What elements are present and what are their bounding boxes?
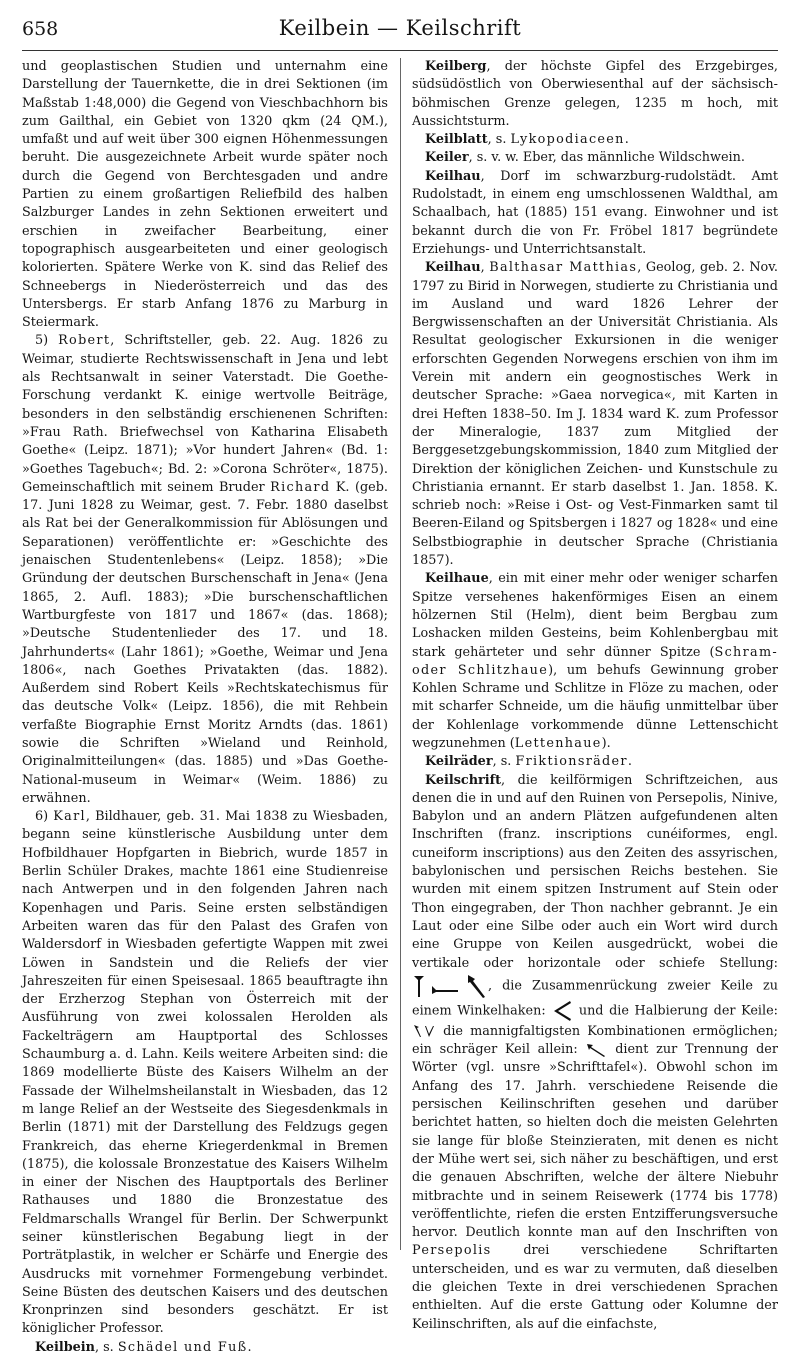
- entry-name: Karl: [53, 809, 86, 825]
- entry-keilblatt: Keilblatt, s. Lykopodiaceen.: [425, 132, 629, 148]
- entry-keilhaue: Keilhaue, ein mit einer mehr oder weniger scharfen Spitze versehenes hakenförmiges Eisen an einem hölzernen Stil (Helm), dient beim Bergbau zum Loshacken milden Gesteins, beim Kohlenbergbau mit stark gehärteter und sehr dünner Spitze (Schram- oder Schlitzhaue), um behufs Gewinnung grober Kohlen Schrame und Schlitze in Flöze zu machen, oder mit scharfer Schneide, um die häufig unmittelbar über der Kohlenlage vorkommende dünne Lettenschicht wegzunehmen (Lettenhaue).: [412, 571, 778, 751]
- paragraph-continued: und geoplastischen Studien und unternahm eine Darstellung der Tauernkette, die in drei Sektionen (im Maßstab 1:48,000) die Gegend von Vieschbachhorn bis zum Gailthal, ein Gebiet von 1320 qkm (24 QM.), umfaßt und auf weit über 300 eignen Höhenmessungen beruht. Die ausgezeichnete Arbeit wurde später noch durch die Gegend von Berchtesgaden und andre Partien zu einem großartigen Reliefbild des halben Salzburger Landes in zehn Sektionen erweitert und erschien in zweifacher Bearbeitung, einer topographisch ausgearbeiteten und einer geologisch kolorierten. Spätere Werke von K. sind das Relief des Schneebergs in Niederösterreich und das des Untersbergs. Er starb Anfang 1876 zu Marburg in Steiermark.: [22, 59, 388, 331]
- headword: Keilhau: [425, 260, 481, 276]
- headword: Keiler: [425, 150, 469, 166]
- right-column: [412, 58, 778, 1334]
- cuneiform-wedges-icon: [412, 973, 488, 999]
- headword: Keilblatt: [425, 132, 488, 148]
- oblique-wedge-icon: [585, 1042, 607, 1058]
- entry-keiler: Keiler, s. v. w. Eber, das männliche Wildschwein.: [425, 150, 745, 166]
- headword: Keilräder: [425, 754, 493, 770]
- headword: Keilberg: [425, 59, 487, 74]
- entry-keilschrift: Keilschrift, die keilförmigen Schriftzeichen, aus denen die in und auf den Ruinen von Persepolis, Ninive, Babylon und an andern Plätzen aufgefundenen alten Inschriften (franz. inscriptions cunéiformes, engl. cuneiform inscriptions) aus den Zeiten des assyrischen, babylonischen und persischen Reichs bestehen. Sie wurden mit einem spitzen Instrument auf Stein oder Thon eingegraben, der Thon nachher gebrannt. Je ein Laut oder eine Silbe oder auch ein Wort wird durch eine Gruppe von Keilen ausgedrückt, wobei die vertikale oder horizontale oder schiefe Stellung: , die Zusammenrückung zweier Keile zu einem Winkelhaken: und die Halbierung der Keile: die mannigfaltigsten Kombinationen ermöglichen; ein schräger Keil allein: dient zur Trennung der Wörter (vgl. unsre »Schrifttafel«). Obwohl schon im Anfang des 17. Jahrh. verschiedene Reisende die persischen Keilinschriften gesehen und darüber berichtet hatten, so hielten doch die meisten Gelehrten sie lange für bloße Steinzieraten, mit denen es nicht der Mühe wert sei, sich näher zu beschäftigen, und erst die genauen Abschriften, welche der ältere Niebuhr mitbrachte und in seinem Reisewerk (1774 bis 1778) veröffentlichte, riefen die ersten Entzifferungsversuche hervor. Deutlich konnte man auf den Inschriften von Persepolis drei verschiedene Schriftarten unterscheiden, und es war zu vermuten, daß dieselben die gleichen Texte in drei verschiedenen Sprachen enthielten. Auf die erste Gattung oder Kolumne der Keilinschriften, als auf die einfachste,: [412, 772, 778, 1332]
- headword: Keilhau: [425, 168, 481, 184]
- entry-keilberg: Keilberg, der höchste Gipfel des Erzgebirges, südsüdöstlich von Oberwiesenthal auf der sächsisch-böhmischen Grenze gelegen, 1235 m hoch, mit Aussichtsturm.: [412, 59, 778, 129]
- entry-keilhau-geolog: Keilhau, Balthasar Matthias, Geolog, geb. 2. Nov. 1797 zu Birid in Norwegen, studierte zu Christiania und im Ausland und ward 1826 Lehrer der Bergwissenschaften an der Universität Christiania. Als Resultat geologischer Exkursionen in die weniger erforschten Gegenden Norwegens erschien von ihm im Verein mit andern ein geognostisches Werk in deutscher Sprache: »Gaea norvegica«, mit Karten in drei Heften 1838–50. Im J. 1834 ward K. zum Professor der Mineralogie, 1837 zum Mitglied der Berggesetzgebungskommission, 1840 zum Mitglied der Direktion der königlichen Zeichen- und Kunstschule zu Christiania ernannt. Er starb daselbst 1. Jan. 1858. K. schrieb noch: »Reise i Ost- og Vest-Finmarken samt til Beeren-Eiland og Spitsbergen i 1827 og 1828« und eine Selbstbiographie in deutscher Sprache (Christiania 1857).: [412, 260, 778, 569]
- winkelhaken-icon: [551, 999, 573, 1023]
- headword: Keilhaue: [425, 571, 489, 587]
- entry-robert: 5) Robert, Schriftsteller, geb. 22. Aug. 1826 zu Weimar, studierte Rechtswissenschaft in Jena und lebt als Rechtsanwalt in seiner Vaterstadt. Die Goethe-Forschung verdankt K. einige wertvolle Beiträge, besonders in den selbständig erschienenen Schriften: »Frau Rath. Briefwechsel von Katharina Elisabeth Goethe« (Leipz. 1871); »Vor hundert Jahren« (Bd. 1: »Goethes Tagebuch«; Bd. 2: »Corona Schröter«, 1875). Gemeinschaftlich mit seinem Bruder Richard K. (geb. 17. Juni 1828 zu Weimar, gest. 7. Febr. 1880 daselbst als Rat bei der Generalkommission für Ablösungen und Separationen) veröffentlichte er: »Geschichte des jenaischen Studentenlebens« (Leipz. 1858); »Die Gründung der deutschen Burschenschaft in Jena« (Jena 1865, 2. Aufl. 1883); »Die burschenschaftlichen Wartburgfeste von 1817 und 1867« (das. 1868); »Deutsche Studentenlieder des 17. und 18. Jahrhunderts« (Lahr 1861); »Goethe, Weimar und Jena 1806«, nach Goethes Privatakten (das. 1882). Außerdem sind Robert Keils »Rechtskatechismus für das deutsche Volk« (Leipz. 1856), die mit Rehbein verfaßte Biographie Ernst Moritz Arndts (das. 1861) sowie die Schriften »Wieland und Reinhold, Originalmitteilungen« (das. 1885) und »Das Goethe-National-museum in Weimar« (Weim. 1886) zu erwähnen.: [22, 333, 389, 806]
- entry-keilbein: Keilbein, s. Schädel und Fuß.: [35, 1339, 252, 1355]
- headword: Keilbein: [35, 1339, 95, 1355]
- page-title: Keilbein — Keilschrift: [278, 16, 522, 40]
- entry-keilraeder: Keilräder, s. Friktionsräder.: [425, 754, 632, 770]
- entry-keilhau-dorf: Keilhau, Dorf im schwarzburg-rudolstädt. Amt Rudolstadt, in einem eng umschlossenen Waldthal, am Schaalbach, hat (1885) 151 evang. Einwohner und ist bekannt durch die von Fr. Fröbel 1817 begründete Erziehungs- und Unterrichtsanstalt.: [412, 168, 778, 257]
- entry-karl: 6) Karl, Bildhauer, geb. 31. Mai 1838 zu Wiesbaden, begann seine künstlerische Ausbildung unter dem Hofbildhauer Hopfgarten in Biebrich, wurde 1857 in Berlin Schüler Drakes, machte 1861 eine Studienreise nach Antwerpen und in den folgenden Jahren nach Kopenhagen und Paris. Seine ersten selbständigen Arbeiten waren das für den Palast des Grafen von Waldersdorf in Wiesbaden gefertigte Wappen mit zwei Löwen in Sandstein und die Reliefs der vier Jahreszeiten für einen Speisesaal. 1865 beauftragte ihn der Erzherzog Stephan von Österreich mit der Ausführung von zwei kolossalen Herolden als Fackelträgern am Hauptportal des Schlosses Schaumburg a. d. Lahn. Keils weitere Arbeiten sind: die 1869 modellierte Büste des Kaisers Wilhelm an der Fassade der Wilhelmsheilanstalt in Wiesbaden, das 12 m lange Relief an der Westseite des Siegesdenkmals in Berlin (1871) mit der Darstellung des Feldzugs gegen Frankreich, das eherne Kriegerdenkmal in Bremen (1875), die kolossale Bronzestatue des Kaisers Wilhelm in einer der Nischen des Hauptportals des Berliner Rathauses und 1880 die Bronzestatue des Feldmarschalls Wrangel für Berlin. Der Schwerpunkt seiner künstlerischen Begabung liegt in der Porträtplastik, in welcher er Schärfe und Energie des Ausdrucks mit vornehmer Formengebung verbindet. Seine Büsten des deutschen Kaisers und des deutschen Kronprinzen sind besonders geschätzt. Er ist königlicher Professor.: [22, 809, 388, 1337]
- half-wedges-icon: [412, 1023, 436, 1039]
- entry-name: Robert: [58, 333, 111, 349]
- header-rule: [22, 50, 778, 51]
- left-column: [22, 58, 388, 1357]
- page-header: [22, 8, 778, 46]
- column-divider: [400, 58, 401, 1250]
- page-number: 658: [22, 18, 59, 40]
- headword: Keilschrift: [425, 772, 502, 788]
